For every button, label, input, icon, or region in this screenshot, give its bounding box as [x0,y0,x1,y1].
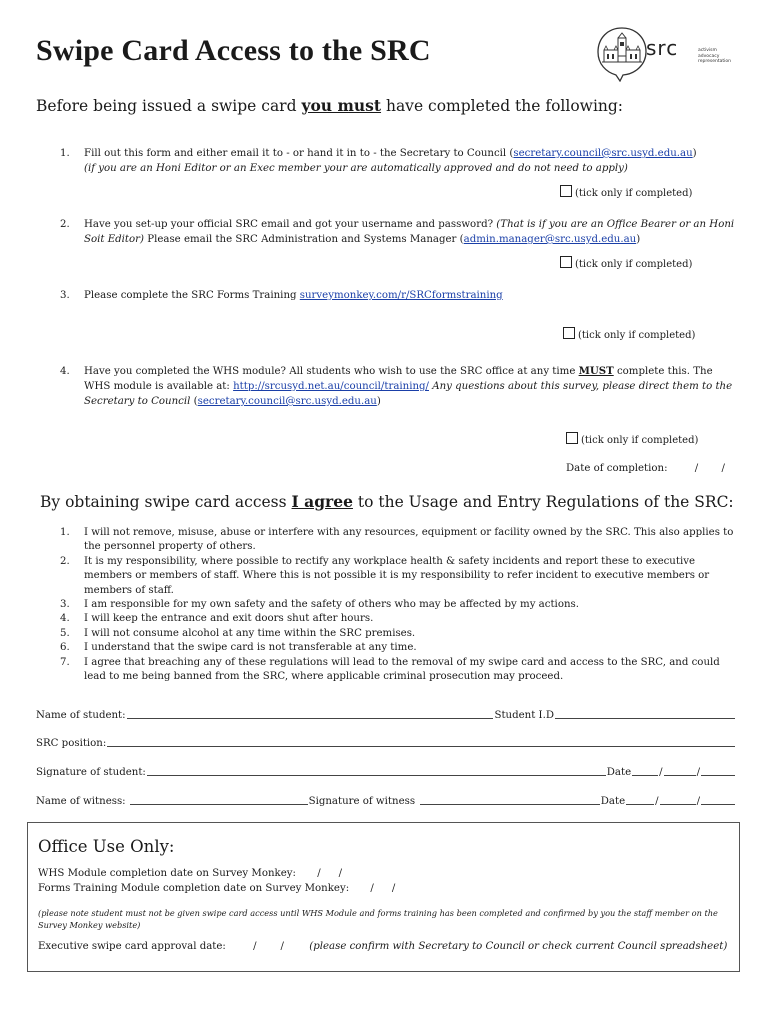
student-id-field[interactable] [555,708,735,719]
whs-module-link[interactable]: http://srcusyd.net.au/council/training/ [233,381,429,392]
src-position-field[interactable] [107,736,735,747]
src-position-row: SRC position: [36,736,736,749]
list-item: 3. I am responsible for my own safety and the safety of others who may be affected by my actions. [60,599,579,611]
student-date-year[interactable] [701,765,735,776]
tick-3[interactable]: (tick only if completed) [563,327,695,341]
checkbox[interactable] [566,432,578,444]
list-item: 5. I will not consume alcohol at any time within the SRC premises. [60,627,416,639]
secretary-email-link-2[interactable]: secretary.council@src.usyd.edu.au [197,396,377,407]
requirement-3: 3. Please complete the SRC Forms Training surveymonkey.com/r/SRCformstraining [60,290,503,301]
witness-date-day[interactable] [626,794,654,805]
student-name-row: Name of student: Student I.D [36,708,736,721]
admin-email-link[interactable]: admin.manager@src.usyd.edu.au [463,234,637,245]
tick-4[interactable]: (tick only if completed) [566,432,698,446]
requirement-2: 2. Have you set-up your official SRC email and got your username and password? (That is if you are an Office Bearer or an Honi Soit Editor) Please email the SRC Administration and Systems Manager (admin.manager@src.usyd.edu.au) [60,219,735,245]
student-signature-row: Signature of student: Date / / [36,765,736,778]
list-item: 2. It is my responsibility, where possible to rectify any workplace health & safety incidents and report these to executive members or members of staff. Where this is not possible it is my responsibility to refer incident to executive members or members of staff. [60,555,710,596]
date-of-completion[interactable]: Date of completion: / / [566,463,725,474]
witness-signature-field[interactable] [420,794,600,805]
logo-tagline: activism advocacy representation [698,48,732,64]
tick-1[interactable]: (tick only if completed) [560,185,692,199]
witness-date-year[interactable] [701,794,735,805]
regulations-list [60,526,738,684]
page-title: Swipe Card Access to the SRC [36,34,431,67]
witness-date-month[interactable] [660,794,696,805]
office-use-title: Office Use Only: [38,837,175,856]
witness-name-field[interactable] [130,794,308,805]
forms-completion-line[interactable]: Forms Training Module completion date on Survey Monkey: / / [38,883,396,894]
list-item: 1. I will not remove, misuse, abuse or interfere with any resources, equipment or facility owned by the SRC. This also applies to the personnel property of others. [60,527,734,553]
requirement-1: 1. Fill out this form and either email it to - or hand it in to - the Secretary to Council (secretary.council@src.usyd.edu.au) (if you are an Honi Editor or an Exec member your are automatically approved and do not need to apply) [60,148,697,174]
checkbox[interactable] [560,256,572,268]
student-signature-field[interactable] [147,765,606,776]
list-item: 7. I agree that breaching any of these regulations will lead to the removal of my swipe card and access to the SRC, and could lead to me being banned from the SRC, where applicable criminal prosecution may proceed. [60,656,720,683]
student-date-month[interactable] [664,765,696,776]
forms-training-link[interactable]: surveymonkey.com/r/SRCformstraining [299,290,503,301]
src-building-logo-icon [596,26,648,82]
student-date-day[interactable] [632,765,658,776]
tick-2[interactable]: (tick only if completed) [560,256,692,270]
witness-row: Name of witness: Signature of witness Date / / [36,794,736,807]
agreement-heading: By obtaining swipe card access I agree to the Usage and Entry Regulations of the SRC: [40,492,734,511]
exec-approval-line[interactable]: Executive swipe card approval date: / / (please confirm with Secretary to Council or check current Council spreadsheet) [38,941,728,952]
list-item: 6. I understand that the swipe card is not transferable at any time. [60,642,417,654]
intro-heading: Before being issued a swipe card you must have completed the following: [36,96,624,115]
logo-text: src [646,36,679,60]
requirement-4: 4. Have you completed the WHS module? All students who wish to use the SRC office at any time MUST complete this. The WHS module is available at: http://srcusyd.net.au/council/training/ Any questions about this survey, please direct them to the Secretary to Council (secretary.council@src.usyd.edu.au) [60,365,733,407]
student-name-field[interactable] [127,708,494,719]
secretary-email-link[interactable]: secretary.council@src.usyd.edu.au [513,148,693,159]
list-item: 4. I will keep the entrance and exit doors shut after hours. [60,613,374,625]
checkbox[interactable] [560,185,572,197]
whs-completion-line[interactable]: WHS Module completion date on Survey Monkey: / / [38,868,343,879]
src-logo [596,26,736,82]
checkbox[interactable] [563,327,575,339]
office-use-box [27,822,740,972]
office-note: (please note student must not be given swipe card access until WHS Module and forms training has been completed and confirmed by you the staff member on the Survey Monkey website) [38,908,718,930]
